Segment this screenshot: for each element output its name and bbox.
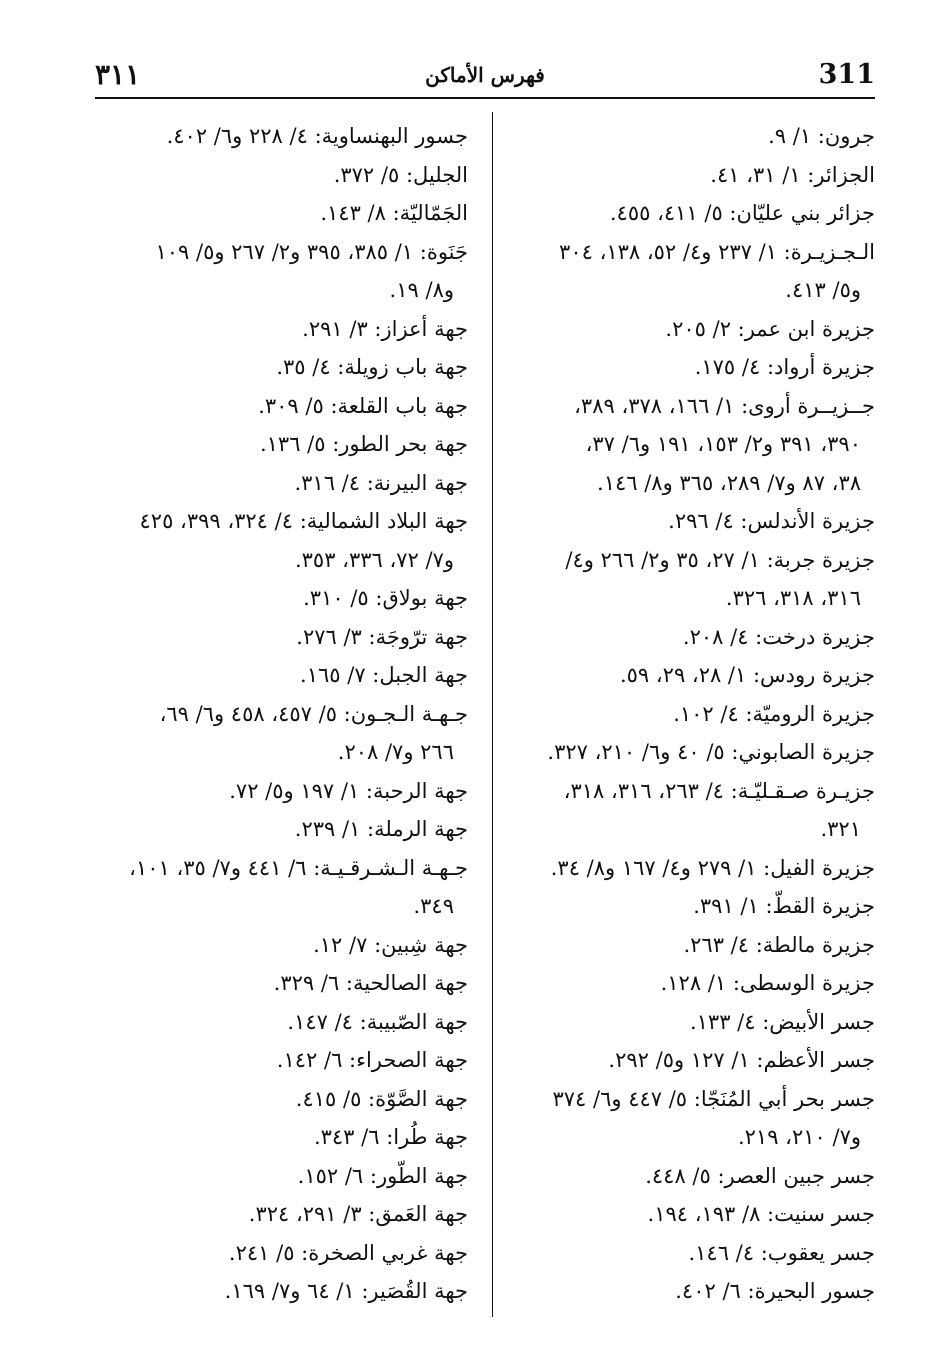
entry-line: جهة الصَّوّة: ٥/ ٤١٥. <box>295 1086 468 1111</box>
column-divider <box>492 112 493 1317</box>
index-entry <box>508 348 875 387</box>
entry-continuation-line: ٣٨، ٨٧ و٧/ ٢٨٩، ٣٦٥ و٨/ ١٤٦. <box>597 470 861 495</box>
entry-line: جسور البهنساوية: ٤/ ٢٢٨ و٦/ ٤٠٢. <box>166 124 468 148</box>
index-entry <box>100 810 468 849</box>
entry-line: جهة الصحراء: ٦/ ١٤٢. <box>276 1048 468 1072</box>
entry-line: جزيرة أرواد: ٤/ ١٧٥. <box>694 355 875 379</box>
entry-continuation-line: ٣٤٩. <box>413 894 454 918</box>
entry-line: جسر سنيت: ٨/ ١٩٣، ١٩٤. <box>647 1202 875 1226</box>
entry-line: جهة أعزاز: ٣/ ٢٩١. <box>302 316 468 341</box>
index-entry <box>100 579 468 618</box>
index-entry <box>100 502 468 579</box>
page-number-arabic: ٣١١ <box>95 58 141 91</box>
index-entry <box>508 618 875 657</box>
index-entry <box>508 926 875 965</box>
entry-line: جهة بولاق: ٥/ ٣١٠. <box>303 586 468 610</box>
index-entry <box>508 1041 875 1080</box>
index-entry <box>100 1041 468 1080</box>
entry-line: جــزيــرة أروى: ١/ ١٦٦، ٣٧٨، ٣٨٩، <box>574 393 875 418</box>
entry-line: جهة الصالحية: ٦/ ٣٢٩. <box>273 971 468 995</box>
entry-line: جزيرة مالطة: ٤/ ٢٦٣. <box>683 932 875 957</box>
entry-continuation-line: ٣٢١. <box>820 817 861 841</box>
entry-line: جسر جبين العصر: ٥/ ٤٤٨. <box>645 1163 875 1188</box>
index-entry <box>100 1080 468 1119</box>
entry-line: الجليل: ٥/ ٣٧٢. <box>333 162 468 187</box>
index-entry <box>100 387 468 426</box>
index-entry <box>508 1195 875 1234</box>
entry-line: جهة الصّبيبة: ٤/ ١٤٧. <box>287 1009 468 1034</box>
entry-line: جسر الأعظم: ١/ ١٢٧ و٥/ ٢٩٢. <box>608 1048 875 1072</box>
entry-line: جهة القُصَير: ١/ ٦٤ و٧/ ١٦٩. <box>224 1279 468 1303</box>
index-entry <box>508 695 875 734</box>
page-header <box>95 56 875 96</box>
entry-line: جزيرة ابن عمر: ٢/ ٢٠٥. <box>665 316 875 341</box>
entry-line: جَنَوة: ١/ ٣٨٥، ٣٩٥ و٢/ ٢٦٧ و٥/ ١٠٩ <box>155 239 468 264</box>
entry-continuation-line: و٧/ ٢١٠، ٢١٩. <box>737 1125 861 1149</box>
entry-line: جهة البيرنة: ٤/ ٣١٦. <box>294 470 468 495</box>
entry-line: الجزائر: ١/ ٣١، ٤١. <box>710 162 875 187</box>
index-entry <box>100 348 468 387</box>
index-entry <box>508 156 875 195</box>
index-entry <box>508 733 875 772</box>
entry-line: جسر الأبيض: ٤/ ١٣٣. <box>689 1009 875 1034</box>
entry-line: جزيرة جربة: ١/ ٢٧، ٣٥ و٢/ ٢٦٦ و٤/ <box>565 547 875 572</box>
entry-line: جهة غربي الصخرة: ٥/ ٢٤١. <box>228 1240 468 1265</box>
index-entry <box>100 156 468 195</box>
index-entry <box>100 1195 468 1234</box>
entry-continuation-line: ٣٩٠، ٣٩١ و٢/ ١٥٣، ١٩١ و٦/ ٣٧، <box>585 432 861 456</box>
index-entry <box>508 1272 875 1311</box>
page-title: فهرس الأماكن <box>425 63 545 87</box>
entry-line: الجَمّاليّة: ٨/ ١٤٣. <box>320 201 468 225</box>
entry-line: جهة الرحبة: ١/ ١٩٧ و٥/ ٧٢. <box>229 778 468 803</box>
entry-line: جزيرة درخت: ٤/ ٢٠٨. <box>682 624 875 649</box>
index-entry <box>508 233 875 310</box>
entry-line: جهة الجبل: ٧/ ١٦٥. <box>300 663 468 687</box>
index-entry <box>508 1080 875 1157</box>
page-number: 311 <box>818 59 875 90</box>
index-entry <box>100 117 468 156</box>
entry-line: جـهـة الـشـرقـيـة: ٦/ ٤٤١ و٧/ ٣٥، ١٠١، <box>129 855 468 880</box>
entry-line: جزيرة الصابوني: ٥/ ٤٠ و٦/ ٢١٠، ٣٢٧. <box>547 740 875 764</box>
entry-line: جزيرة الفيل: ١/ ٢٧٩ و٤/ ١٦٧ و٨/ ٣٤. <box>550 855 875 880</box>
index-entry <box>508 1234 875 1273</box>
index-entry <box>508 194 875 233</box>
entry-line: جزيرة الأندلس: ٤/ ٢٩٦. <box>668 509 875 533</box>
index-entry <box>100 618 468 657</box>
index-entry <box>100 425 468 464</box>
entry-line: جـهـة الـجـون: ٥/ ٤٥٧، ٤٥٨ و٦/ ٦٩، <box>159 701 468 726</box>
entry-line: جهة طُرا: ٦/ ٣٤٣. <box>313 1125 468 1149</box>
entry-line: جسور البحيرة: ٦/ ٤٠٢. <box>675 1279 875 1303</box>
index-entry <box>100 1118 468 1157</box>
index-entry <box>508 1003 875 1042</box>
entry-line: جزيرة الوسطى: ١/ ١٢٨. <box>660 971 875 995</box>
entry-line: جزيـرة صـقـليّـة: ٤/ ٢٦٣، ٣١٦، ٣١٨، <box>563 778 875 803</box>
index-entry <box>508 772 875 849</box>
index-entry <box>508 387 875 503</box>
index-entry <box>100 1272 468 1311</box>
index-entry <box>100 849 468 926</box>
index-entry <box>508 964 875 1003</box>
index-entry <box>100 233 468 310</box>
index-entry <box>508 656 875 695</box>
index-entry <box>100 926 468 965</box>
index-entry <box>100 656 468 695</box>
index-entry <box>508 849 875 888</box>
entry-line: جهة بحر الطور: ٥/ ١٣٦. <box>259 432 468 456</box>
entry-line: جهة الطّور: ٦/ ١٥٢. <box>297 1163 468 1188</box>
index-entry <box>100 1234 468 1273</box>
index-entry <box>100 1157 468 1196</box>
entry-line: جزيرة القطّ: ١/ ٣٩١. <box>693 894 875 918</box>
index-entry <box>508 1157 875 1196</box>
entry-line: جهة الرملة: ١/ ٢٣٩. <box>294 817 468 841</box>
index-entry <box>100 1003 468 1042</box>
entry-line: جهة ترّوجَة: ٣/ ٢٧٦. <box>296 624 468 649</box>
index-entry <box>508 887 875 926</box>
entry-line: جهة البلاد الشمالية: ٤/ ٣٢٤، ٣٩٩، ٤٢٥ <box>139 509 468 533</box>
index-entry <box>508 117 875 156</box>
index-entry <box>100 310 468 349</box>
left-column <box>100 117 468 1311</box>
index-entry <box>100 695 468 772</box>
entry-line: جهة العَمق: ٣/ ٢٩١، ٣٢٤. <box>248 1202 468 1226</box>
index-entry <box>100 194 468 233</box>
index-entry <box>508 502 875 541</box>
entry-line: جزائر بني عليّان: ٥/ ٤١١، ٤٥٥. <box>609 201 875 225</box>
entry-line: جهة باب القلعة: ٥/ ٣٠٩. <box>258 393 468 418</box>
index-entry <box>100 964 468 1003</box>
entry-continuation-line: ٣١٦، ٣١٨، ٣٢٦. <box>725 586 861 610</box>
entry-continuation-line: و٧/ ٧٢، ٣٣٦، ٣٥٣. <box>294 547 454 572</box>
entry-continuation-line: ٢٦٦ و٧/ ٢٠٨. <box>337 740 454 764</box>
entry-line: جزيرة رودس: ١/ ٢٨، ٢٩، ٥٩. <box>619 663 875 687</box>
entry-line: جهة باب زويلة: ٤/ ٣٥. <box>276 355 468 379</box>
right-column <box>508 117 875 1311</box>
index-entry <box>508 541 875 618</box>
entry-line: جهة شِبين: ٧/ ١٢. <box>313 932 468 957</box>
entry-line: جسر يعقوب: ٤/ ١٤٦. <box>688 1240 875 1265</box>
entry-line: جسر بحر أبي المُنَجّا: ٥/ ٤٤٧ و٦/ ٣٧٤ <box>552 1086 875 1111</box>
entry-line: جزيرة الروميّة: ٤/ ١٠٢. <box>673 701 875 726</box>
index-entry <box>100 464 468 503</box>
entry-line: جرون: ١/ ٩. <box>768 124 875 148</box>
entry-line: الـجـزيـرة: ١/ ٢٣٧ و٤/ ٥٢، ١٣٨، ٣٠٤ <box>559 239 875 264</box>
header-rule <box>95 97 875 99</box>
entry-continuation-line: و٨/ ١٩. <box>389 278 454 302</box>
entry-continuation-line: و٥/ ٤١٣. <box>785 278 861 302</box>
index-entry <box>100 772 468 811</box>
index-entry <box>508 310 875 349</box>
